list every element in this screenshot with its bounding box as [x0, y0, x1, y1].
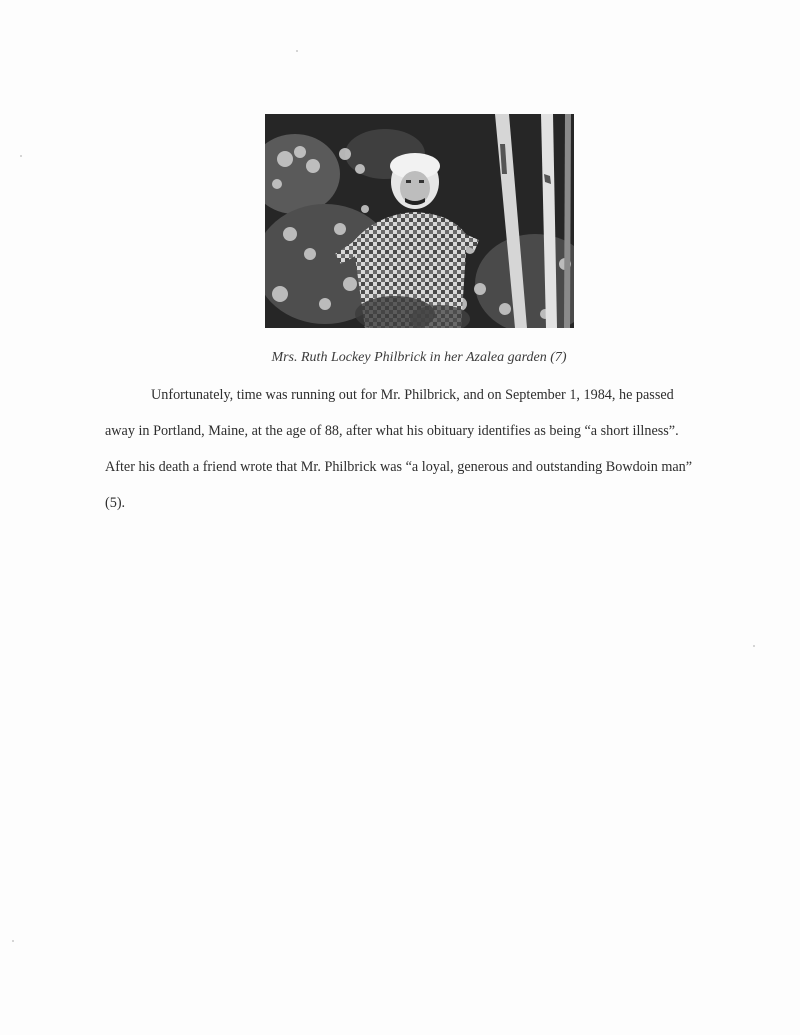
figure-caption: Mrs. Ruth Lockey Philbrick in her Azalea garden (7) — [271, 350, 567, 365]
body-text — [105, 377, 695, 521]
garden-portrait-photo — [265, 114, 574, 328]
paragraph: Unfortunately, time was running out for Mr. Philbrick, and on September 1, 1984, he passed away in Portland, Maine, at the age of 88, after what his obituary identifies as being “a short illness”. After his death a friend wrote that Mr. Philbrick was “a loyal, generous and outstanding Bowdoin man” (5). — [105, 387, 693, 511]
